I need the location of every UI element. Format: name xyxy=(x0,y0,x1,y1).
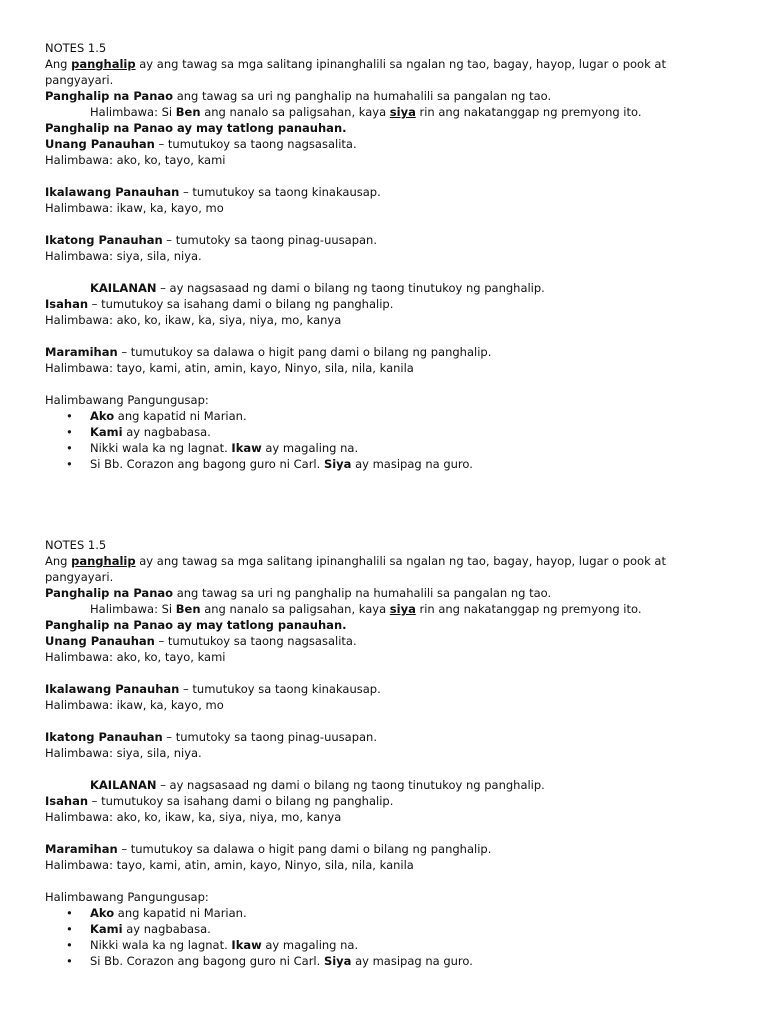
term-ikalawang-panauhan: Ikalawang Panauhan xyxy=(45,185,180,199)
sentence-post: ang kapatid ni Marian. xyxy=(114,409,247,423)
notes-heading: NOTES 1.5 xyxy=(45,538,107,552)
term-unang-panauhan: Unang Panauhan xyxy=(45,634,155,648)
list-item xyxy=(45,440,725,456)
ikatlong-panauhan-text: – tumutoky sa taong pinag-uusapan. xyxy=(162,233,377,247)
ikatlong-panauhan-text: – tumutoky sa taong pinag-uusapan. xyxy=(162,730,377,744)
sentence-pronoun: Ikaw xyxy=(231,938,262,952)
unang-panauhan-example: Halimbawa: ako, ko, tayo, kami xyxy=(45,153,226,167)
unang-panauhan-example: Halimbawa: ako, ko, tayo, kami xyxy=(45,650,226,664)
term-panghalip-na-panao: Panghalip na Panao xyxy=(45,89,174,103)
panao-definition-text: ang tawag sa uri ng panghalip na humahalili sa pangalan ng tao. xyxy=(173,89,552,103)
sentence-pre: Si Bb. Corazon ang bagong guro ni Carl. xyxy=(90,954,324,968)
ikatlong-panauhan-example: Halimbawa: siya, sila, niya. xyxy=(45,746,202,760)
kailanan-text: – ay nagsasaad ng dami o bilang ng taong tinutukoy ng panghalip. xyxy=(156,778,545,792)
bullet-icon: • xyxy=(66,457,73,471)
intro-post: ay ang tawag sa mga salitang ipinanghalili sa ngalan ng tao, bagay, hayop, lugar o pook at pangyayari. xyxy=(45,554,666,584)
list-item xyxy=(45,921,725,937)
panao-definition xyxy=(45,88,725,104)
panao-definition-text: ang tawag sa uri ng panghalip na humahalili sa pangalan ng tao. xyxy=(173,586,552,600)
bullet-icon: • xyxy=(66,906,73,920)
term-isahan: Isahan xyxy=(45,794,89,808)
unang-panauhan-definition xyxy=(45,633,725,649)
intro-pre: Ang xyxy=(45,554,72,568)
term-ikalawang-panauhan: Ikalawang Panauhan xyxy=(45,682,180,696)
isahan-example: Halimbawa: ako, ko, ikaw, ka, siya, niya, mo, kanya xyxy=(45,810,342,824)
maramihan-text: – tumutukoy sa dalawa o higit pang dami o bilang ng panghalip. xyxy=(117,842,492,856)
isahan-example: Halimbawa: ako, ko, ikaw, ka, siya, niya, mo, kanya xyxy=(45,313,342,327)
panauhan-heading xyxy=(45,120,725,136)
sentence-post: ay magaling na. xyxy=(261,441,359,455)
spacer xyxy=(45,328,725,344)
spacer xyxy=(45,376,725,392)
sentence-pronoun: Ako xyxy=(90,906,115,920)
sentence-post: ay masipag na guro. xyxy=(351,954,473,968)
sentence-post: ang kapatid ni Marian. xyxy=(114,906,247,920)
maramihan-example: Halimbawa: tayo, kami, atin, amin, kayo, Ninyo, sila, nila, kanila xyxy=(45,858,414,872)
spacer xyxy=(45,665,725,681)
isahan-text: – tumutukoy sa isahang dami o bilang ng panghalip. xyxy=(88,794,394,808)
ikalawang-panauhan-text: – tumutukoy sa taong kinakausap. xyxy=(179,682,381,696)
spacer xyxy=(45,713,725,729)
bullet-icon: • xyxy=(66,425,73,439)
ikalawang-panauhan-example: Halimbawa: ikaw, ka, kayo, mo xyxy=(45,698,224,712)
spacer xyxy=(45,264,725,280)
ikalawang-panauhan-text: – tumutukoy sa taong kinakausap. xyxy=(179,185,381,199)
list-item xyxy=(45,905,725,921)
list-item xyxy=(45,424,725,440)
list-item xyxy=(45,408,725,424)
term-ikatong-panauhan: Ikatong Panauhan xyxy=(45,233,163,247)
panao-definition xyxy=(45,585,725,601)
maramihan-definition xyxy=(45,841,725,857)
kailanan-text: – ay nagsasaad ng dami o bilang ng taong tinutukoy ng panghalip. xyxy=(156,281,545,295)
example-word-ben: Ben xyxy=(175,602,201,616)
sentence-pronoun: Ako xyxy=(90,409,115,423)
bullet-icon: • xyxy=(66,922,73,936)
isahan-definition xyxy=(45,296,725,312)
term-kailanan: KAILANAN xyxy=(90,281,157,295)
unang-panauhan-definition xyxy=(45,136,725,152)
notes-block-2 xyxy=(45,537,725,969)
example-sentence-list xyxy=(45,905,725,969)
intro-post: ay ang tawag sa mga salitang ipinanghalili sa ngalan ng tao, bagay, hayop, lugar o pook at pangyayari. xyxy=(45,57,666,87)
term-panghalip: panghalip xyxy=(71,554,136,568)
ikatlong-panauhan-definition xyxy=(45,232,725,248)
sentence-pronoun: Kami xyxy=(90,922,123,936)
example-post: rin ang nakatanggap ng premyong ito. xyxy=(415,105,642,119)
ikalawang-panauhan-definition xyxy=(45,184,725,200)
example-pre: Halimbawa: Si xyxy=(90,105,176,119)
bullet-icon: • xyxy=(66,409,73,423)
sentence-pronoun: Kami xyxy=(90,425,123,439)
spacer xyxy=(45,825,725,841)
panauhan-heading xyxy=(45,617,725,633)
spacer xyxy=(45,168,725,184)
sentence-post: ay masipag na guro. xyxy=(351,457,473,471)
bullet-icon: • xyxy=(66,938,73,952)
sentence-post: ay nagbabasa. xyxy=(122,922,211,936)
sentence-pronoun: Siya xyxy=(323,954,352,968)
spacer xyxy=(45,216,725,232)
intro-paragraph xyxy=(45,56,725,88)
isahan-text: – tumutukoy sa isahang dami o bilang ng panghalip. xyxy=(88,297,394,311)
spacer xyxy=(45,873,725,889)
list-item xyxy=(45,953,725,969)
kailanan-definition xyxy=(45,280,725,296)
unang-panauhan-text: – tumutukoy sa taong nagsasalita. xyxy=(154,634,357,648)
isahan-definition xyxy=(45,793,725,809)
sentence-pronoun: Siya xyxy=(323,457,352,471)
ikatlong-panauhan-example: Halimbawa: siya, sila, niya. xyxy=(45,249,202,263)
term-panghalip: panghalip xyxy=(71,57,136,71)
ikalawang-panauhan-definition xyxy=(45,681,725,697)
sentence-post: ay magaling na. xyxy=(261,938,359,952)
spacer xyxy=(45,761,725,777)
term-panghalip-na-panao: Panghalip na Panao xyxy=(45,586,174,600)
sentence-pre: Nikki wala ka ng lagnat. xyxy=(90,938,232,952)
example-mid: ang nanalo sa paligsahan, kaya xyxy=(200,105,390,119)
term-ikatong-panauhan: Ikatong Panauhan xyxy=(45,730,163,744)
term-kailanan: KAILANAN xyxy=(90,778,157,792)
intro-pre: Ang xyxy=(45,57,72,71)
sentence-post: ay nagbabasa. xyxy=(122,425,211,439)
bullet-icon: • xyxy=(66,954,73,968)
example-post: rin ang nakatanggap ng premyong ito. xyxy=(415,602,642,616)
example-mid: ang nanalo sa paligsahan, kaya xyxy=(200,602,390,616)
example-word-siya: siya xyxy=(389,602,416,616)
example-pre: Halimbawa: Si xyxy=(90,602,176,616)
notes-heading: NOTES 1.5 xyxy=(45,41,107,55)
sentence-pronoun: Ikaw xyxy=(231,441,262,455)
example-sentence xyxy=(45,104,725,120)
sentence-pre: Nikki wala ka ng lagnat. xyxy=(90,441,232,455)
bullet-icon: • xyxy=(66,441,73,455)
kailanan-definition xyxy=(45,777,725,793)
maramihan-example: Halimbawa: tayo, kami, atin, amin, kayo, Ninyo, sila, nila, kanila xyxy=(45,361,414,375)
unang-panauhan-text: – tumutukoy sa taong nagsasalita. xyxy=(154,137,357,151)
ikalawang-panauhan-example: Halimbawa: ikaw, ka, kayo, mo xyxy=(45,201,224,215)
example-sentence xyxy=(45,601,725,617)
maramihan-definition xyxy=(45,344,725,360)
maramihan-text: – tumutukoy sa dalawa o higit pang dami o bilang ng panghalip. xyxy=(117,345,492,359)
panauhan-heading-text: Panghalip na Panao ay may tatlong panauhan. xyxy=(45,618,347,632)
term-isahan: Isahan xyxy=(45,297,89,311)
term-maramihan: Maramihan xyxy=(45,842,118,856)
sentence-pre: Si Bb. Corazon ang bagong guro ni Carl. xyxy=(90,457,324,471)
notes-block-1 xyxy=(45,40,725,472)
list-item xyxy=(45,937,725,953)
intro-paragraph xyxy=(45,553,725,585)
term-maramihan: Maramihan xyxy=(45,345,118,359)
example-word-siya: siya xyxy=(389,105,416,119)
list-item xyxy=(45,456,725,472)
example-word-ben: Ben xyxy=(175,105,201,119)
example-sentence-list xyxy=(45,408,725,472)
panauhan-heading-text: Panghalip na Panao ay may tatlong panauhan. xyxy=(45,121,347,135)
term-unang-panauhan: Unang Panauhan xyxy=(45,137,155,151)
pangungusap-heading: Halimbawang Pangungusap: xyxy=(45,890,209,904)
ikatlong-panauhan-definition xyxy=(45,729,725,745)
pangungusap-heading: Halimbawang Pangungusap: xyxy=(45,393,209,407)
